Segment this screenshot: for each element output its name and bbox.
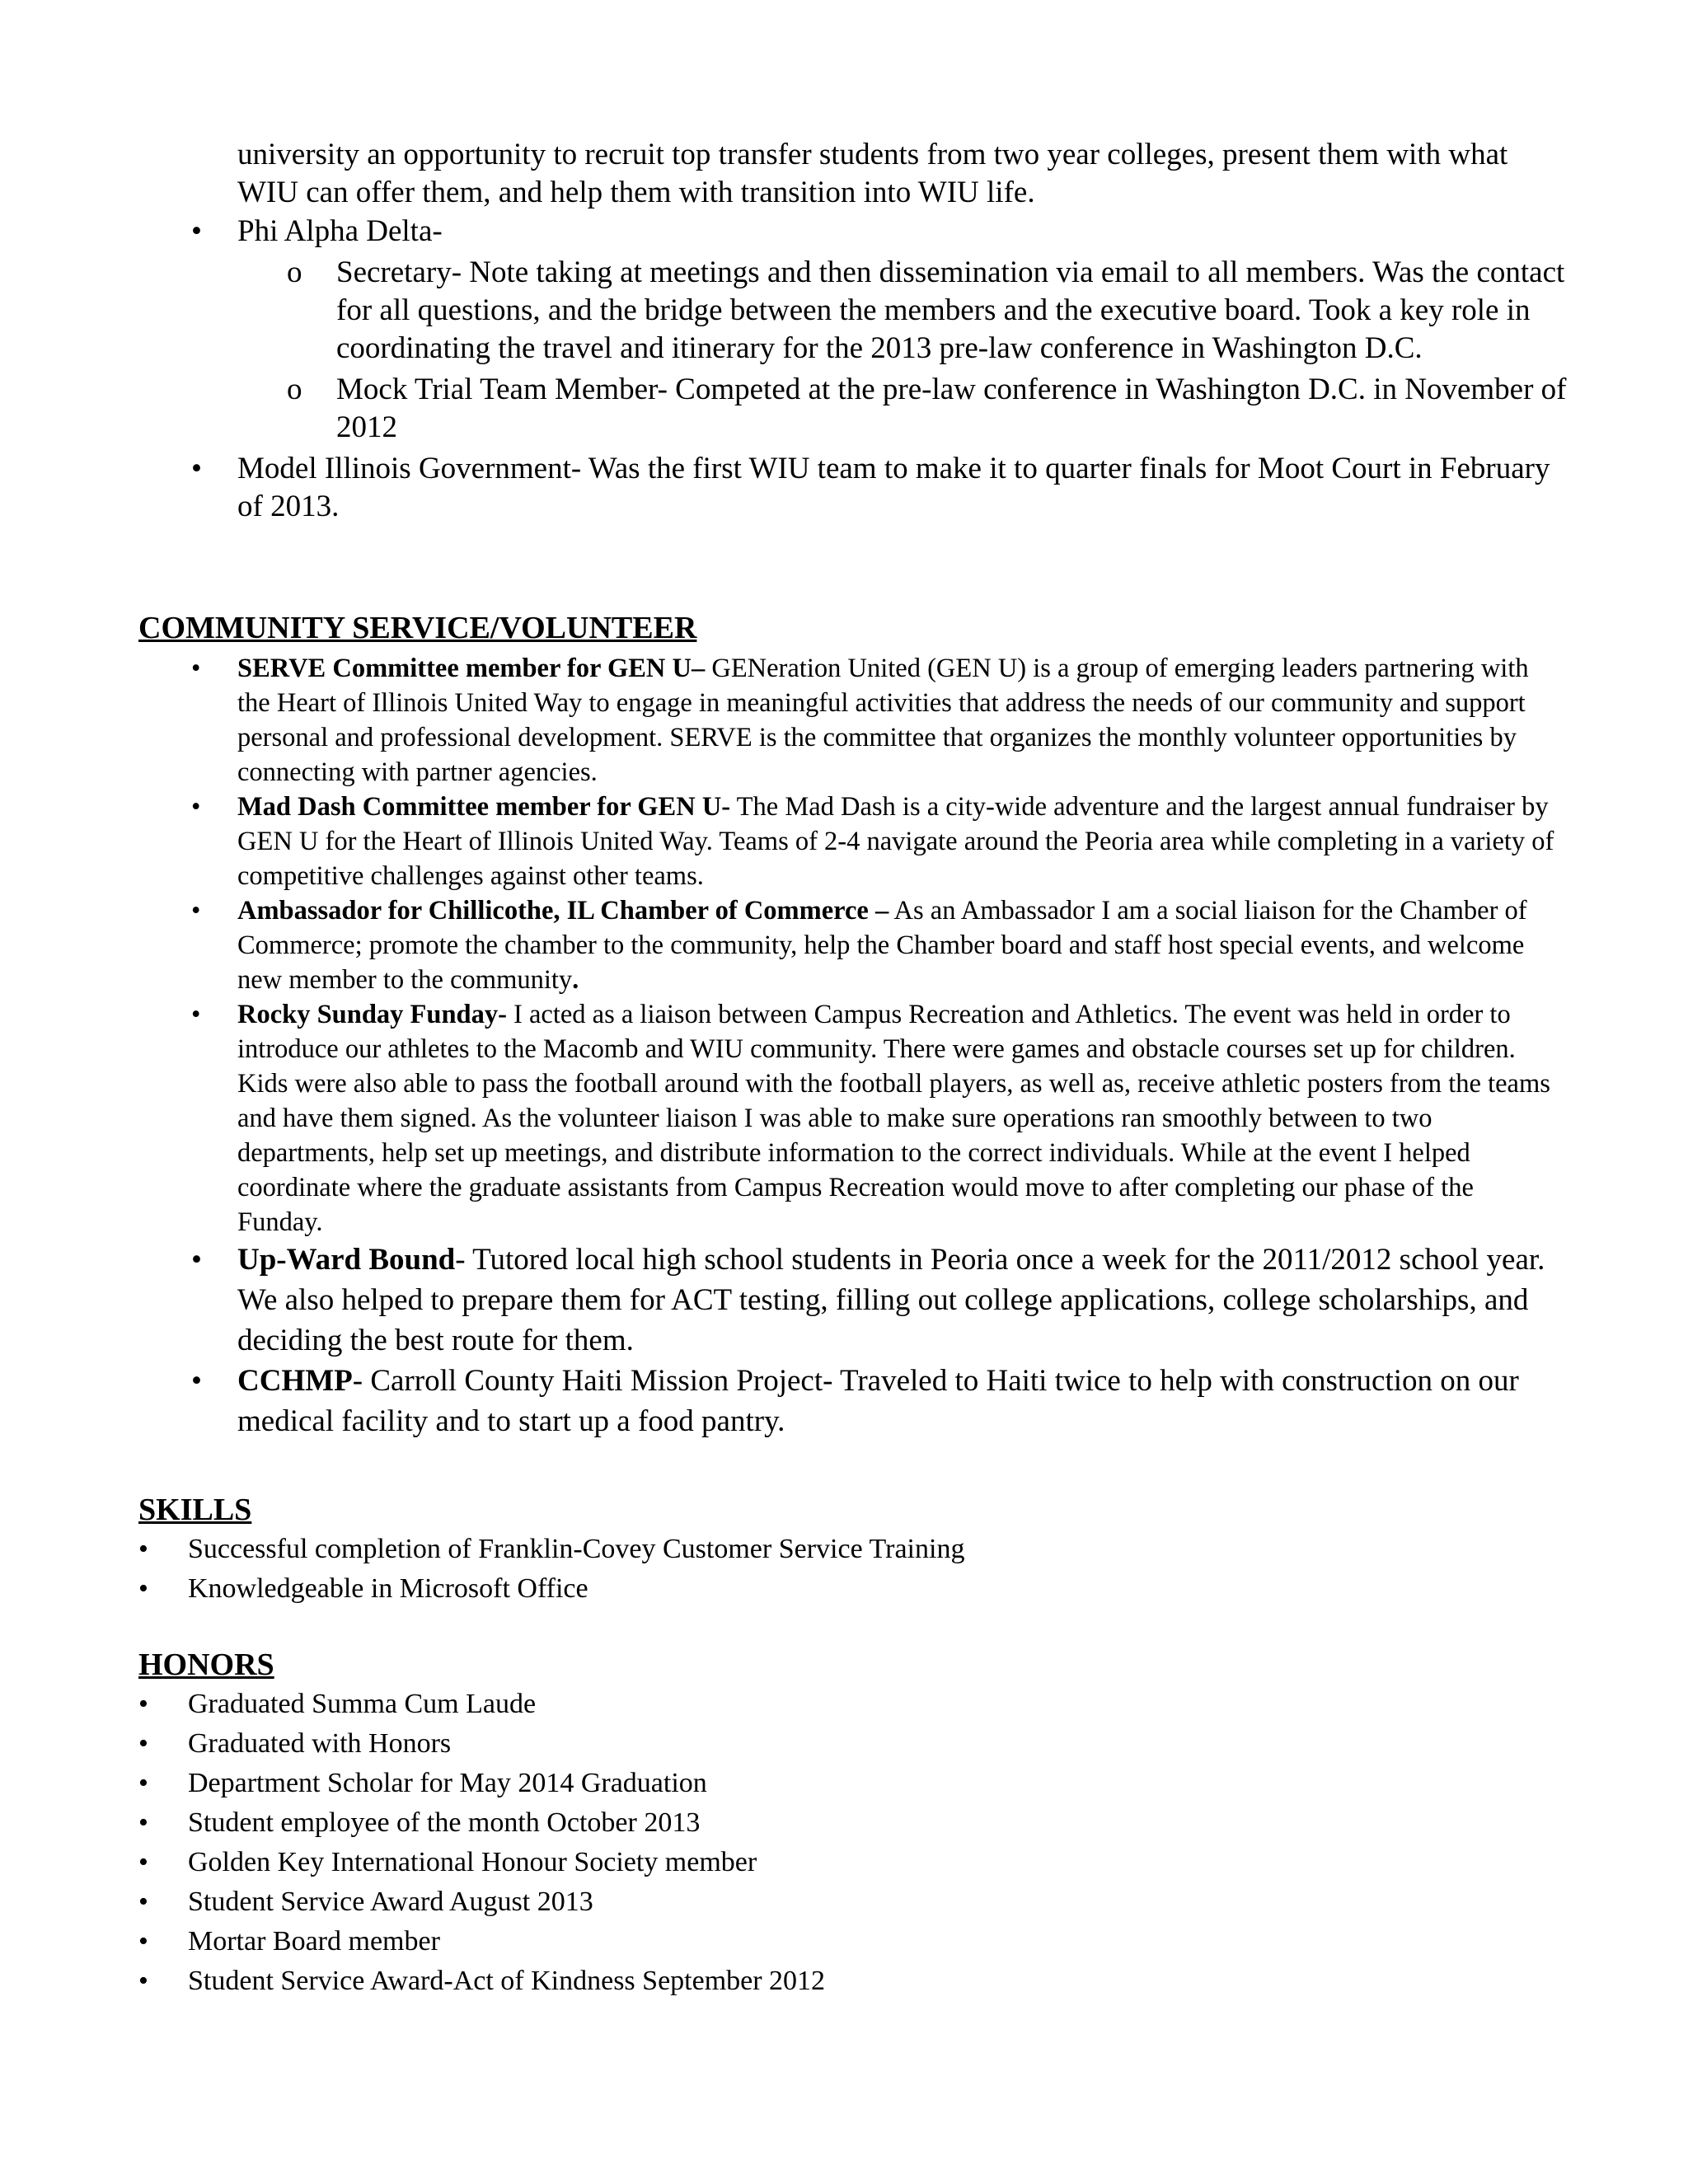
community-service-list [0,651,1688,1441]
list-item [0,1724,1688,1764]
bullet-icon: • [191,1000,201,1029]
item-title: CCHMP [237,1364,353,1398]
item-title: Ambassador for Chillicothe, IL Chamber of Commerce – [237,896,889,926]
honors-list [0,1685,1688,2001]
item-title: Mad Dash Committee member for GEN U- [237,792,731,822]
list-item [0,1569,1688,1609]
bullet-icon: • [138,1847,148,1877]
bullet-icon: • [138,1807,148,1838]
list-item-rocky-sunday [0,997,1556,1240]
honor-text: Student Service Award August 2013 [188,1886,593,1917]
item-text: - Carroll County Haiti Mission Project- Traveled to Haiti twice to help with construction on our medical facility and to start up a food pantry. [237,1364,1519,1438]
list-item [0,1922,1688,1961]
list-item-cchmp [0,1361,1556,1441]
honor-text: Mortar Board member [188,1926,440,1957]
list-item-serve [0,651,1556,790]
skill-text: Knowledgeable in Microsoft Office [188,1573,588,1604]
bullet-icon: • [191,1364,202,1398]
item-title: Rocky Sunday Funday- [237,1000,507,1029]
honor-text: Graduated Summa Cum Laude [188,1689,537,1719]
role-text: Secretary- Note taking at meetings and then dissemination via email to all members. Was the contact for all questions, and the bridge between the members and the executive board. Took a key role in coordinating the travel and itinerary for the 2013 pre-law conference in Washington D.C. [336,255,1565,365]
skill-text: Successful completion of Franklin-Covey Customer Service Training [188,1534,965,1564]
item-text: As an Ambassador I am a social liaison for the Chamber of Commerce; promote the chamber to the community, help the Chamber board and staff host special events, and welcome new member to the community [237,896,1527,995]
bullet-icon: • [138,1534,148,1564]
bullet-icon: • [191,792,201,822]
model-illinois-text: Model Illinois Government- Was the first WIU team to make it to quarter finals for Moot Court in February of 2013. [237,452,1550,523]
list-item [0,1803,1688,1843]
item-title: Up-Ward Bound [237,1243,456,1277]
phi-alpha-delta-roles [237,254,1573,447]
role-text: Mock Trial Team Member- Competed at the pre-law conference in Washington D.C. in November of 2012 [336,373,1567,444]
list-item [0,1843,1688,1882]
item-text: - Tutored local high school students in Peoria once a week for the 2011/2012 school year. We also helped to prepare them for ACT testing, filling out college applications, college scholarships, and deciding the best route for them. [237,1243,1545,1357]
bullet-icon: • [191,1243,202,1277]
list-item [0,1685,1688,1724]
bullet-icon: • [138,1728,148,1759]
list-item [0,1882,1688,1922]
honors-heading: HONORS [138,1647,274,1682]
role-mock-trial [237,371,1573,447]
skills-heading: SKILLS [138,1493,252,1527]
phi-alpha-delta-title: Phi Alpha Delta- [237,214,443,248]
item-text: GENeration United (GEN U) is a group of emerging leaders partnering with the Heart of Illinois United Way to engage in meaningful activities that address the needs of our community and support personal and professional development. SERVE is the committee that organizes the monthly volunteer opportunities by connecting with partner agencies. [237,654,1529,787]
list-item-upward-bound [0,1240,1556,1361]
bullet-icon: • [138,1886,148,1917]
list-item-phi-alpha-delta [0,213,1573,447]
item-text: I acted as a liaison between Campus Recreation and Athletics. The event was held in order to introduce our athletes to the Macomb and WIU community. There were games and obstacle courses set up for children. Kids were also able to pass the football around with the football players, as well as, receive athletic posters from the teams and have them signed. As the volunteer liaison I was able to make sure operations ran smoothly between to two departments, help set up meetings, and distribute information to the correct individuals. While at the event I helped coordinate where the graduate assistants from Campus Recreation would move to after completing our phase of the Funday. [237,1000,1550,1237]
item-title: SERVE Committee member for GEN U– [237,654,706,683]
skills-list [0,1530,1688,1609]
bullet-icon: • [138,1689,148,1719]
honor-text: Golden Key International Honour Society member [188,1847,757,1877]
circle-bullet-icon: o [287,373,302,406]
bullet-icon: • [191,896,201,926]
bullet-icon: • [138,1966,148,1996]
bullet-icon: • [191,214,202,248]
continuation-paragraph: university an opportunity to recruit top transfer students from two year colleges, present them with what WIU can offer them, and help them with transition into WIU life. [237,138,1508,209]
honor-text: Student Service Award-Act of Kindness September 2012 [188,1966,826,1996]
honor-text: Department Scholar for May 2014 Graduation [188,1768,707,1798]
list-item-model-illinois [0,450,1573,526]
list-item [0,1764,1688,1803]
list-item-mad-dash [0,790,1556,893]
list-item [0,1530,1688,1569]
bullet-icon: • [191,452,202,485]
item-text: The Mad Dash is a city-wide adventure and the largest annual fundraiser by GEN U for the Heart of Illinois United Way. Teams of 2-4 navigate around the Peoria area while completing in a variety of competitive challenges against other teams. [237,792,1554,891]
role-secretary [237,254,1573,368]
list-item-ambassador [0,893,1556,997]
honor-text: Graduated with Honors [188,1728,452,1759]
community-service-heading: COMMUNITY SERVICE/VOLUNTEER [138,611,697,645]
activities-list [0,213,1688,526]
circle-bullet-icon: o [287,255,302,289]
item-end-period: . [572,965,579,995]
bullet-icon: • [138,1768,148,1798]
honor-text: Student employee of the month October 2013 [188,1807,701,1838]
bullet-icon: • [138,1926,148,1957]
list-item [0,1961,1688,2001]
bullet-icon: • [138,1573,148,1604]
bullet-icon: • [191,654,201,683]
